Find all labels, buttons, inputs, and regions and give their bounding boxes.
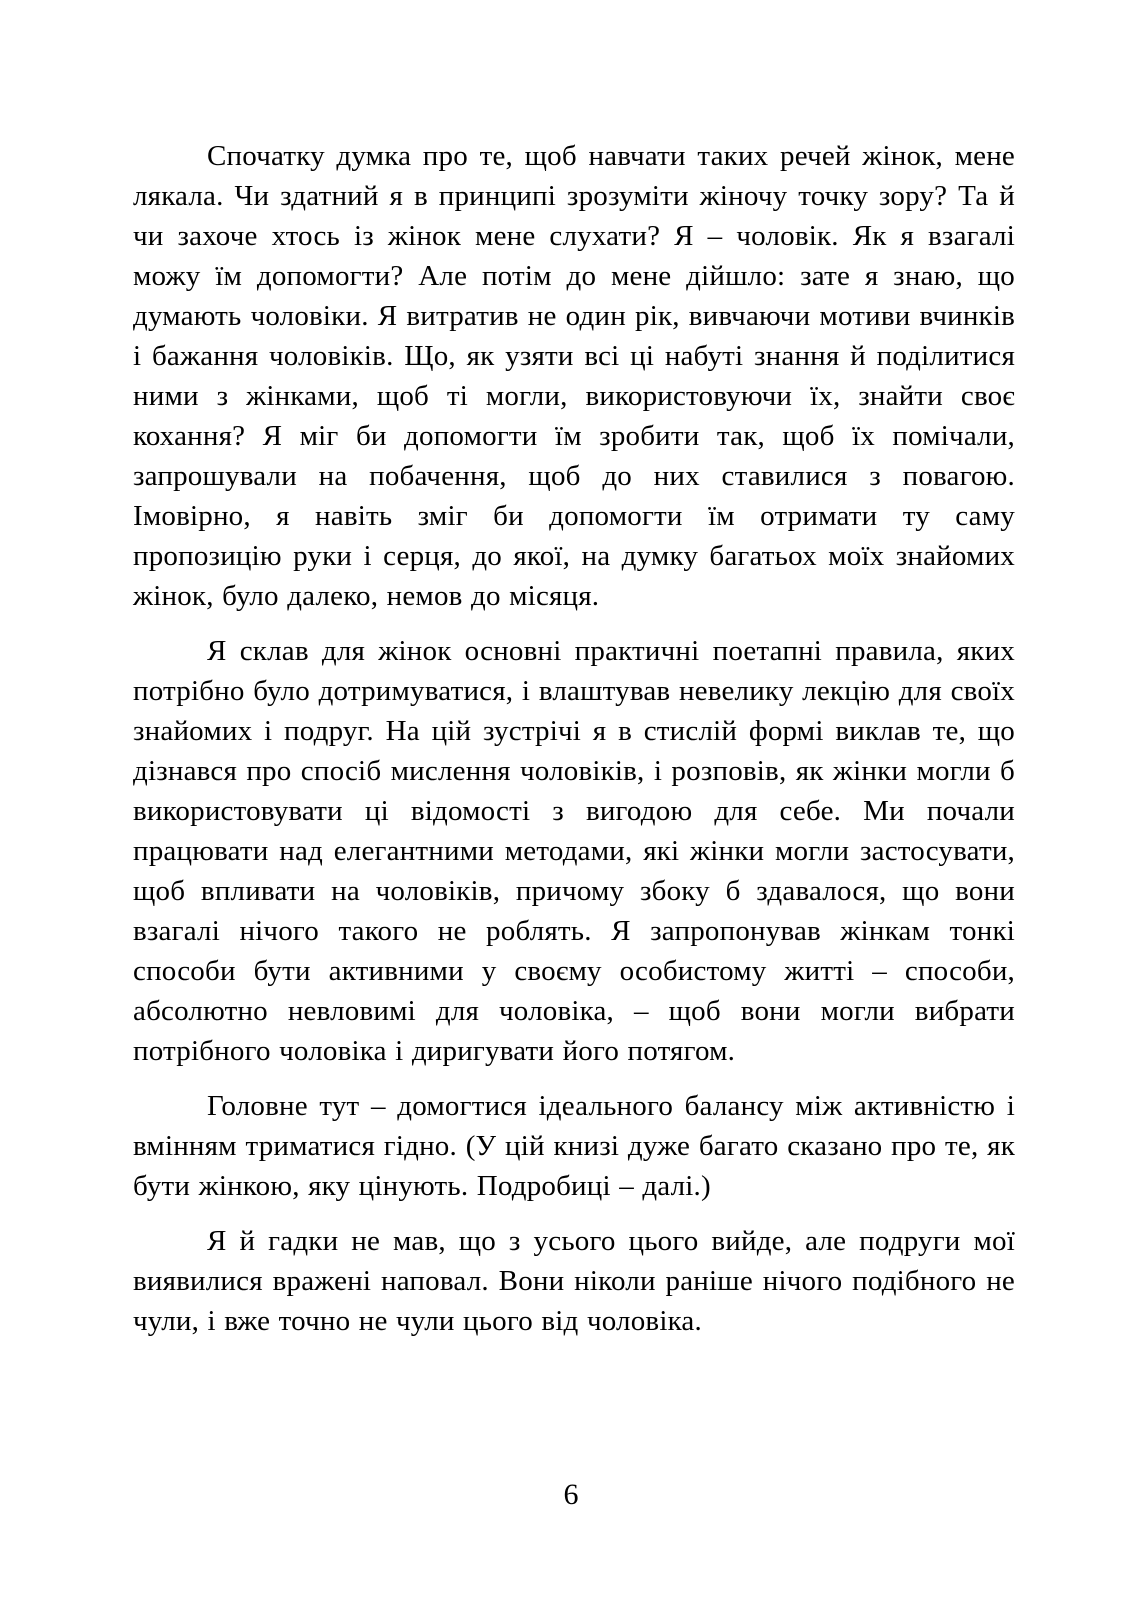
text-block	[133, 136, 1015, 1356]
page-number: 6	[563, 1478, 579, 1511]
paragraph: Головне тут – домогтися ідеального балансу між активністю і вмінням триматися гідно. (У цій книзі дуже багато сказано про те, як бути жінкою, яку цінують. Подробиці – далі.)	[133, 1090, 1015, 1202]
paragraph: Спочатку думка про те, щоб навчати таких речей жінок, мене лякала. Чи здатний я в принципі зрозуміти жіночу точку зору? Та й чи захоче хтось із жінок мене слухати? Я – чоловік. Як я взагалі можу їм допомогти? Але потім до мене дійшло: зате я знаю, що думають чоловіки. Я витратив не один рік, вивчаючи мотиви вчинків і бажання чоловіків. Що, як узяти всі ці набуті знання й поділитися ними з жінками, щоб ті могли, використовуючи їх, знайти своє кохання? Я міг би допомогти їм зробити так, щоб їх помічали, запрошували на побачення, щоб до них ставилися з повагою. Імовірно, я навіть зміг би допомогти їм отримати ту саму пропозицію руки і серця, до якої, на думку багатьох моїх знайомих жінок, було далеко, немов до місяця.	[133, 140, 1015, 612]
paragraph: Я й гадки не мав, що з усього цього вийде, але подруги мої виявилися вражені наповал. Вони ніколи раніше нічого подібного не чули, і вже точно не чули цього від чоловіка.	[133, 1225, 1015, 1337]
paragraph: Я склав для жінок основні практичні поетапні правила, яких потрібно було дотримуватися, і влаштував невелику лекцію для своїх знайомих і подруг. На цій зустрічі я в стислій формі виклав те, що дізнався про спосіб мислення чоловіків, і розповів, як жінки могли б використовувати ці відомості з вигодою для себе. Ми почали працювати над елегантними методами, які жінки могли застосувати, щоб впливати на чоловіків, причому збоку б здавалося, що вони взагалі нічого такого не роблять. Я запропонував жінкам тонкі способи бути активними у своєму особистому житті – способи, абсолютно невловимі для чоловіка, – щоб вони могли вибрати потрібного чоловіка і диригувати його потягом.	[133, 635, 1015, 1067]
